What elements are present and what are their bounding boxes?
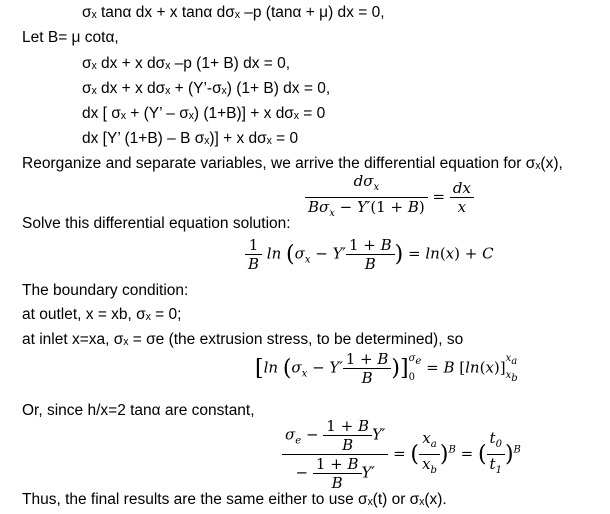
boundary-equation: [ln ($\sigma_x - Y'$ $\frac{1 + B}{B}$ )]$\sigma_e$ 0 = B $[\ln(x)]x_a$ $x_b$: [255, 350, 518, 387]
text-inlet: at inlet x=xa, σₓ = σe (the extrusion stress, to be determined), so: [22, 331, 464, 348]
equation-line-5: dx [Y’ (1+B) – B σₓ)] + x dσₓ = 0: [82, 130, 299, 147]
text-reorganize: Reorganize and separate variables, we arrive the differential equation for σₓ(x),: [22, 155, 563, 172]
equation-line-3: σₓ dx + x dσₓ + (Y’-σₓ) (1+ B) dx = 0,: [82, 80, 331, 97]
definition-line: Let B= μ cotα,: [22, 29, 119, 46]
text-since: Or, since h/x=2 tanα are constant,: [22, 402, 255, 419]
text-boundary: The boundary condition:: [22, 282, 189, 299]
solution-equation: $\frac{1}{B}$ $\ln (\sigma_x - Y'$ $\frac{1 + B}{B}$ ) = ln(x) + C: [245, 236, 494, 273]
text-conclusion: Thus, the final results are the same either to use σₓ(t) or σₓ(x).: [22, 491, 447, 508]
final-ratio-equation: $\sigma_e$ − $\frac{1 + B}{B}$ Y′ − $\frac{1 + B}{B}$ Y′ = ( $\frac{x_a}{x_b}$ )$^B$ = ( $\frac{t_0}{t_1}$ )$^B$: [282, 417, 521, 492]
text-solve: Solve this differential equation solution:: [22, 215, 291, 232]
equation-line-2: σₓ dx + x dσₓ –p (1+ B) dx = 0,: [82, 55, 291, 72]
equation-line-1: σₓ tanα dx + x tanα dσₓ –p (tanα + μ) dx = 0,: [82, 4, 385, 21]
text-outlet: at outlet, x = xb, σₓ = 0;: [22, 306, 182, 323]
differential-equation: $\frac{d\sigma_x}{B\sigma_x - Y'(1 + B)}$ = $\frac{dx}{x}$: [305, 172, 474, 223]
equation-line-4: dx [ σₓ + (Y’ – σₓ) (1+B)] + x dσₓ = 0: [82, 105, 326, 122]
